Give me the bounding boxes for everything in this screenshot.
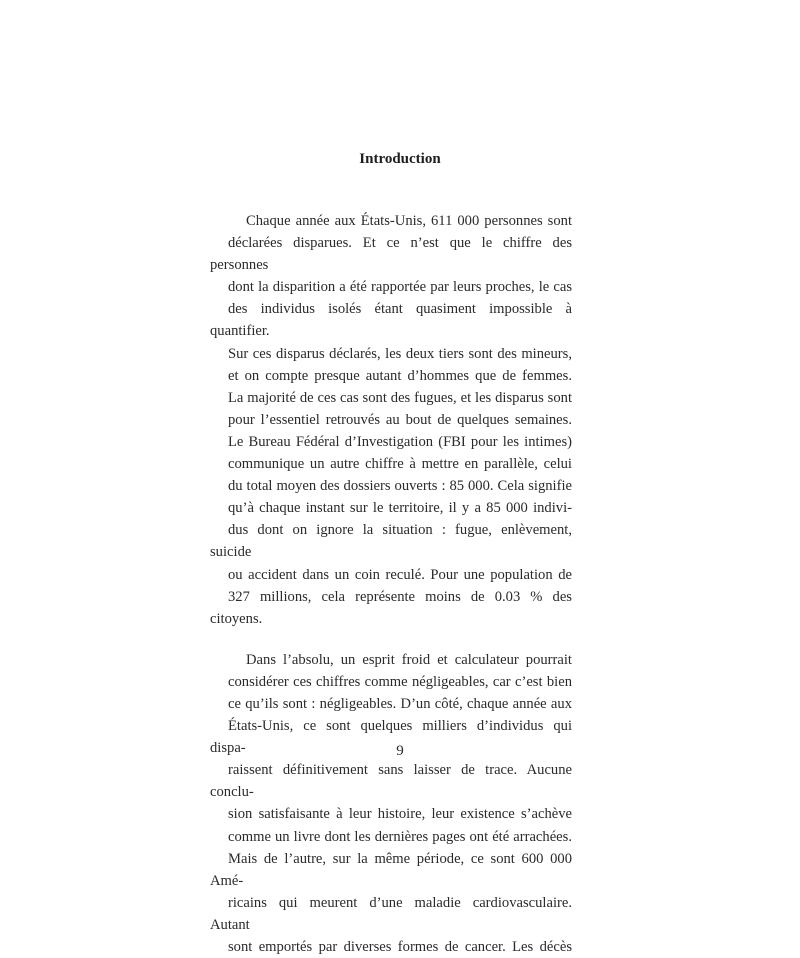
text-line: États-Unis, ce sont quelques milliers d’individus qui dispa-	[210, 718, 572, 757]
chapter-title: Introduction	[359, 151, 441, 167]
paragraph-1	[210, 210, 572, 630]
text-line: raissent définitivement sans laisser de trace. Aucune conclu-	[210, 762, 572, 801]
text-line: dont la disparition a été rapportée par leurs proches, le cas	[228, 279, 572, 296]
text-line: comme un livre dont les dernières pages ont été arrachées.	[228, 828, 572, 845]
text-line: ou accident dans un coin reculé. Pour une population de	[228, 566, 572, 583]
text-line: ce qu’ils sont : négligeables. D’un côté, chaque année aux	[228, 695, 572, 712]
text-line: Dans l’absolu, un esprit froid et calculateur pourrait	[246, 651, 572, 668]
text-line: qu’à chaque instant sur le territoire, il y a 85 000 indivi-	[228, 500, 572, 517]
text-line: sion satisfaisante à leur histoire, leur existence s’achève	[228, 806, 572, 823]
text-line: sont emportés par diverses formes de cancer. Les décès	[228, 939, 572, 955]
page-number: 9	[396, 743, 404, 759]
text-line: Mais de l’autre, sur la même période, ce sont 600 000 Amé-	[210, 850, 572, 889]
body-text	[210, 210, 572, 958]
text-line: dus dont on ignore la situation : fugue, enlèvement, suicide	[210, 522, 572, 561]
text-line: considérer ces chiffres comme négligeables, car c’est bien	[228, 673, 572, 690]
text-line: 327 millions, cela représente moins de 0.03 % des citoyens.	[210, 588, 572, 627]
text-line: Chaque année aux États-Unis, 611 000 personnes sont	[246, 213, 572, 229]
paragraph-2	[210, 649, 572, 958]
text-line: Sur ces disparus déclarés, les deux tiers sont des mineurs,	[228, 345, 572, 362]
text-line: déclarées disparues. Et ce n’est que le chiffre des personnes	[210, 235, 572, 274]
text-line: pour l’essentiel retrouvés au bout de quelques semaines.	[228, 411, 572, 428]
text-line: et on compte presque autant d’hommes que de femmes.	[228, 367, 572, 384]
text-line: des individus isolés étant quasiment impossible à quantifier.	[210, 301, 572, 340]
text-line: La majorité de ces cas sont des fugues, et les disparus sont	[228, 389, 572, 406]
text-line: du total moyen des dossiers ouverts : 85 000. Cela signifie	[228, 478, 572, 495]
text-line: Le Bureau Fédéral d’Investigation (FBI pour les intimes)	[228, 433, 572, 450]
text-line: ricains qui meurent d’une maladie cardiovasculaire. Autant	[210, 894, 572, 933]
text-line: communique un autre chiffre à mettre en parallèle, celui	[228, 456, 572, 473]
